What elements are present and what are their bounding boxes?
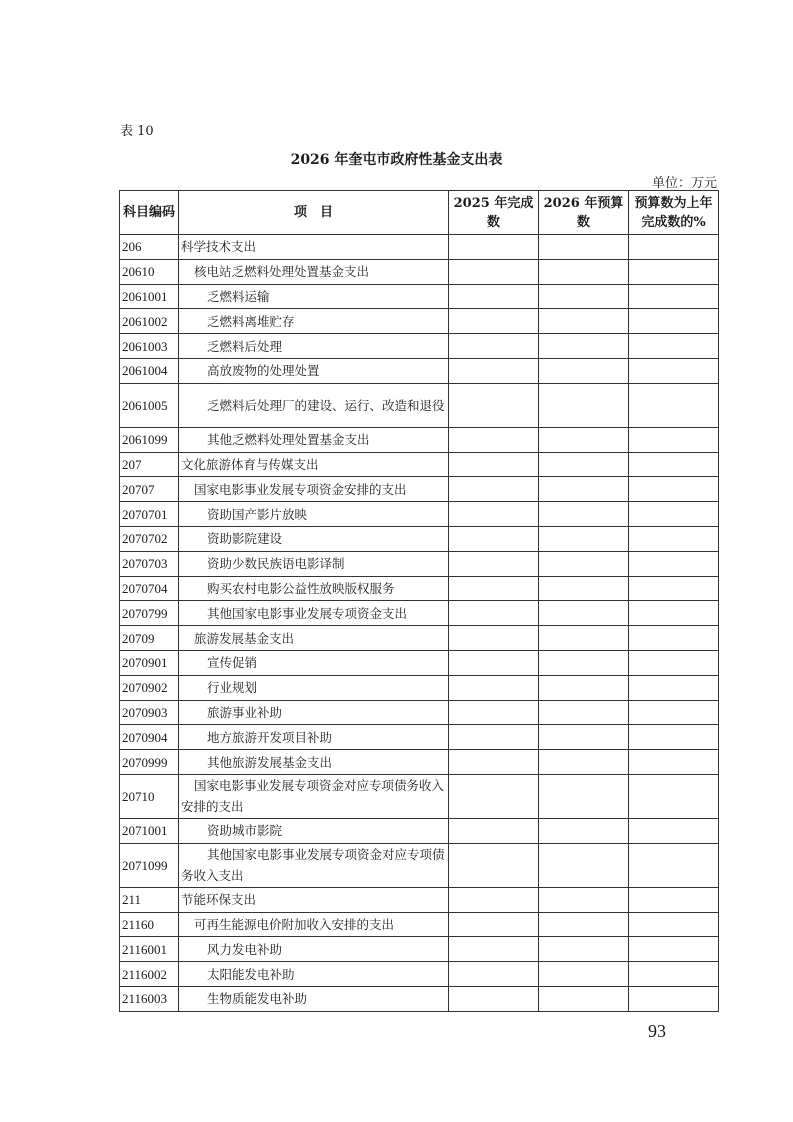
actual-2025-cell: [449, 334, 539, 359]
item-cell: 国家电影事业发展专项资金对应专项债务收入安排的支出: [179, 774, 449, 818]
item-cell: 其他旅游发展基金支出: [179, 750, 449, 775]
table-row: [120, 843, 719, 887]
table-row: [120, 526, 719, 551]
item-cell: 科学技术支出: [179, 235, 449, 260]
table-row: [120, 700, 719, 725]
actual-2025-cell: [449, 675, 539, 700]
budget-2026-cell: [539, 576, 629, 601]
code-cell: 2061005: [120, 383, 179, 427]
table-row: [120, 576, 719, 601]
budget-2026-cell: [539, 962, 629, 987]
table-row: [120, 750, 719, 775]
item-cell: 乏燃料运输: [179, 284, 449, 309]
actual-2025-cell: [449, 601, 539, 626]
code-cell: 211: [120, 887, 179, 912]
budget-2026-cell: [539, 912, 629, 937]
budget-2026-cell: [539, 235, 629, 260]
table-row: [120, 725, 719, 750]
pct-cell: [629, 235, 719, 260]
code-cell: 206: [120, 235, 179, 260]
budget-2026-cell: [539, 358, 629, 383]
actual-2025-cell: [449, 650, 539, 675]
pct-cell: [629, 750, 719, 775]
column-header-pct: 预算数为上年完成数的%: [629, 191, 719, 235]
table-row: [120, 383, 719, 427]
actual-2025-cell: [449, 259, 539, 284]
table-row: [120, 259, 719, 284]
code-cell: 2070904: [120, 725, 179, 750]
item-cell: 节能环保支出: [179, 887, 449, 912]
pct-cell: [629, 452, 719, 477]
actual-2025-cell: [449, 383, 539, 427]
pct-cell: [629, 477, 719, 502]
actual-2025-cell: [449, 576, 539, 601]
table-row: [120, 986, 719, 1011]
pct-cell: [629, 962, 719, 987]
code-cell: 21160: [120, 912, 179, 937]
table-label: 表 10: [120, 124, 154, 139]
budget-2026-cell: [539, 383, 629, 427]
table-row: [120, 358, 719, 383]
pct-cell: [629, 334, 719, 359]
fund-expenditure-table: [119, 190, 719, 1012]
item-cell: 购买农村电影公益性放映版权服务: [179, 576, 449, 601]
code-cell: 2061002: [120, 309, 179, 334]
pct-cell: [629, 309, 719, 334]
code-cell: 20707: [120, 477, 179, 502]
item-cell: 乏燃料后处理: [179, 334, 449, 359]
budget-2026-cell: [539, 818, 629, 843]
code-cell: 2070703: [120, 551, 179, 576]
pct-cell: [629, 843, 719, 887]
actual-2025-cell: [449, 700, 539, 725]
table-row: [120, 626, 719, 651]
budget-2026-cell: [539, 675, 629, 700]
budget-2026-cell: [539, 700, 629, 725]
code-cell: 207: [120, 452, 179, 477]
pct-cell: [629, 650, 719, 675]
item-cell: 地方旅游开发项目补助: [179, 725, 449, 750]
item-cell: 生物质能发电补助: [179, 986, 449, 1011]
item-cell: 旅游事业补助: [179, 700, 449, 725]
pct-cell: [629, 818, 719, 843]
table-row: [120, 650, 719, 675]
budget-2026-cell: [539, 986, 629, 1011]
column-header-2025-actual: 2025 年完成数: [449, 191, 539, 235]
code-cell: 2070999: [120, 750, 179, 775]
pct-cell: [629, 427, 719, 452]
table-row: [120, 235, 719, 260]
actual-2025-cell: [449, 818, 539, 843]
budget-2026-cell: [539, 551, 629, 576]
item-cell: 风力发电补助: [179, 937, 449, 962]
actual-2025-cell: [449, 477, 539, 502]
table-row: [120, 477, 719, 502]
code-cell: 2070701: [120, 502, 179, 527]
code-cell: 2116002: [120, 962, 179, 987]
table-row: [120, 452, 719, 477]
code-cell: 2070702: [120, 526, 179, 551]
code-cell: 2070903: [120, 700, 179, 725]
code-cell: 2061001: [120, 284, 179, 309]
pct-cell: [629, 358, 719, 383]
item-cell: 国家电影事业发展专项资金安排的支出: [179, 477, 449, 502]
code-cell: 20710: [120, 774, 179, 818]
pct-cell: [629, 551, 719, 576]
table-row: [120, 962, 719, 987]
table-row: [120, 309, 719, 334]
table-row: [120, 334, 719, 359]
code-cell: 20610: [120, 259, 179, 284]
actual-2025-cell: [449, 452, 539, 477]
pct-cell: [629, 284, 719, 309]
item-cell: 乏燃料离堆贮存: [179, 309, 449, 334]
code-cell: 20709: [120, 626, 179, 651]
item-cell: 乏燃料后处理厂的建设、运行、改造和退役: [179, 383, 449, 427]
table-row: [120, 818, 719, 843]
table-row: [120, 774, 719, 818]
item-cell: 资助国产影片放映: [179, 502, 449, 527]
budget-2026-cell: [539, 750, 629, 775]
pct-cell: [629, 887, 719, 912]
pct-cell: [629, 502, 719, 527]
item-cell: 核电站乏燃料处理处置基金支出: [179, 259, 449, 284]
pct-cell: [629, 601, 719, 626]
code-cell: 2070901: [120, 650, 179, 675]
actual-2025-cell: [449, 887, 539, 912]
item-cell: 文化旅游体育与传媒支出: [179, 452, 449, 477]
code-cell: 2116001: [120, 937, 179, 962]
item-cell: 其他国家电影事业发展专项资金支出: [179, 601, 449, 626]
budget-2026-cell: [539, 259, 629, 284]
item-cell: 旅游发展基金支出: [179, 626, 449, 651]
actual-2025-cell: [449, 725, 539, 750]
budget-2026-cell: [539, 334, 629, 359]
pct-cell: [629, 700, 719, 725]
item-cell: 资助城市影院: [179, 818, 449, 843]
actual-2025-cell: [449, 986, 539, 1011]
budget-2026-cell: [539, 725, 629, 750]
table-row: [120, 601, 719, 626]
actual-2025-cell: [449, 626, 539, 651]
table-row: [120, 887, 719, 912]
actual-2025-cell: [449, 427, 539, 452]
item-cell: 高放废物的处理处置: [179, 358, 449, 383]
code-cell: 2061099: [120, 427, 179, 452]
actual-2025-cell: [449, 750, 539, 775]
budget-2026-cell: [539, 309, 629, 334]
budget-2026-cell: [539, 452, 629, 477]
budget-2026-cell: [539, 477, 629, 502]
item-cell: 可再生能源电价附加收入安排的支出: [179, 912, 449, 937]
table-header-row: [120, 191, 719, 235]
table-body: [120, 235, 719, 1012]
actual-2025-cell: [449, 962, 539, 987]
item-cell: 资助影院建设: [179, 526, 449, 551]
actual-2025-cell: [449, 309, 539, 334]
item-cell: 宣传促销: [179, 650, 449, 675]
code-cell: 2061004: [120, 358, 179, 383]
page-number: 93: [648, 1021, 666, 1041]
actual-2025-cell: [449, 358, 539, 383]
pct-cell: [629, 626, 719, 651]
pct-cell: [629, 526, 719, 551]
pct-cell: [629, 986, 719, 1011]
table-row: [120, 284, 719, 309]
pct-cell: [629, 937, 719, 962]
actual-2025-cell: [449, 843, 539, 887]
unit-label: 单位：万元: [651, 176, 717, 191]
table-row: [120, 502, 719, 527]
budget-2026-cell: [539, 774, 629, 818]
column-header-code: 科目编码: [120, 191, 179, 235]
code-cell: 2071099: [120, 843, 179, 887]
actual-2025-cell: [449, 937, 539, 962]
table-row: [120, 912, 719, 937]
actual-2025-cell: [449, 235, 539, 260]
budget-2026-cell: [539, 502, 629, 527]
pct-cell: [629, 912, 719, 937]
actual-2025-cell: [449, 284, 539, 309]
code-cell: 2070902: [120, 675, 179, 700]
actual-2025-cell: [449, 502, 539, 527]
item-cell: 行业规划: [179, 675, 449, 700]
pct-cell: [629, 383, 719, 427]
actual-2025-cell: [449, 551, 539, 576]
pct-cell: [629, 774, 719, 818]
page-title: 2026 年奎屯市政府性基金支出表: [290, 152, 503, 168]
actual-2025-cell: [449, 526, 539, 551]
column-header-2026-budget: 2026 年预算数: [539, 191, 629, 235]
column-header-item: 项 目: [179, 191, 449, 235]
table-row: [120, 427, 719, 452]
pct-cell: [629, 576, 719, 601]
code-cell: 2070704: [120, 576, 179, 601]
budget-2026-cell: [539, 937, 629, 962]
budget-2026-cell: [539, 626, 629, 651]
budget-2026-cell: [539, 843, 629, 887]
actual-2025-cell: [449, 774, 539, 818]
code-cell: 2070799: [120, 601, 179, 626]
budget-2026-cell: [539, 601, 629, 626]
pct-cell: [629, 725, 719, 750]
item-cell: 资助少数民族语电影译制: [179, 551, 449, 576]
table-row: [120, 551, 719, 576]
table-row: [120, 675, 719, 700]
code-cell: 2116003: [120, 986, 179, 1011]
actual-2025-cell: [449, 912, 539, 937]
budget-2026-cell: [539, 427, 629, 452]
pct-cell: [629, 675, 719, 700]
code-cell: 2071001: [120, 818, 179, 843]
table-row: [120, 937, 719, 962]
budget-2026-cell: [539, 887, 629, 912]
item-cell: 其他乏燃料处理处置基金支出: [179, 427, 449, 452]
item-cell: 太阳能发电补助: [179, 962, 449, 987]
pct-cell: [629, 259, 719, 284]
budget-2026-cell: [539, 650, 629, 675]
budget-2026-cell: [539, 526, 629, 551]
item-cell: 其他国家电影事业发展专项资金对应专项债务收入支出: [179, 843, 449, 887]
budget-2026-cell: [539, 284, 629, 309]
code-cell: 2061003: [120, 334, 179, 359]
